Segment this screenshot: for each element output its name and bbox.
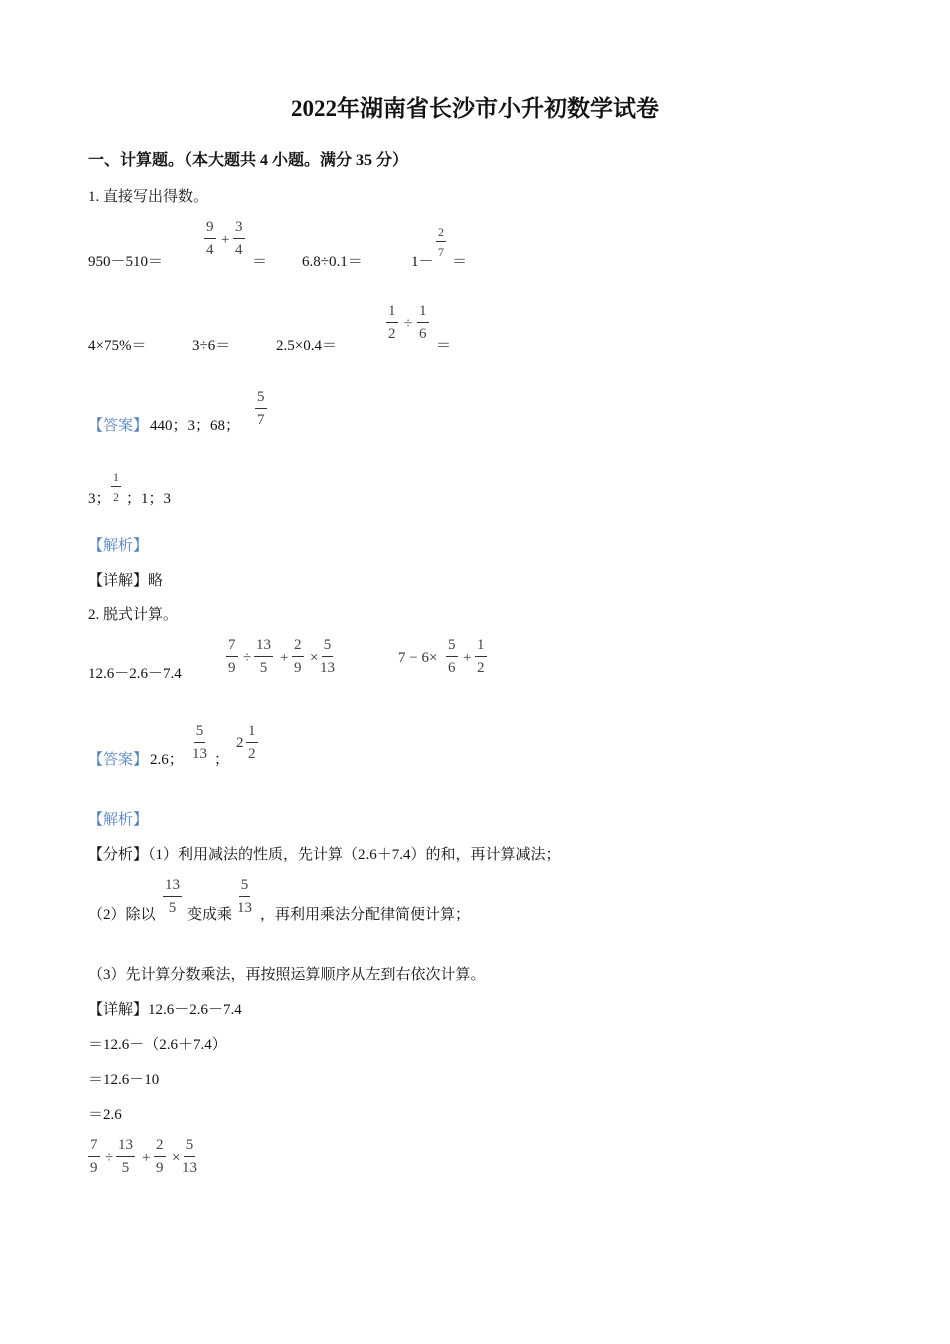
q1-expr-8-frac-a: $\frac{1}{2}$ xyxy=(388,303,396,342)
q2-last-frac-3: $\frac{2}{9}$ xyxy=(156,1137,164,1176)
q2-analysis-3: （3）先计算分数乘法，再按照运算顺序从左到右依次计算。 xyxy=(88,967,486,983)
q1-expr-8-frac-b: $\frac{1}{6}$ xyxy=(419,303,427,342)
q1-answer-line2-post: ；1；3 xyxy=(126,491,172,507)
q2-answer-text: 2.6； xyxy=(150,752,184,768)
q1-expr-5: 4×75%＝ xyxy=(88,338,147,354)
q1-expr-4-lead: 1－ xyxy=(411,254,434,270)
q2-answer-mixed-whole: 2 xyxy=(236,735,244,751)
q1-answer-line2-pre: 3； xyxy=(88,491,111,507)
q2-detail-line-2: ＝12.6－（2.6＋7.4） xyxy=(88,1037,227,1053)
q2-last-frac-4: $\frac{5}{13}$ xyxy=(182,1137,197,1176)
q1-analysis-tag: 【解析】 xyxy=(88,538,149,554)
q2-expr-2-op-3: × xyxy=(310,650,319,666)
q1-expr-2-frac-b: $\frac{3}{4}$ xyxy=(235,219,243,258)
q2-expr-2-frac-1: $\frac{7}{9}$ xyxy=(228,637,236,676)
q2-answer-tag: 【答案】 xyxy=(88,752,149,768)
q2-expr-3-frac-1: $\frac{5}{6}$ xyxy=(448,637,456,676)
q1-expr-4-frac: $\frac{2}{7}$ xyxy=(438,225,444,259)
q1-expr-8-eq: ＝ xyxy=(436,338,452,354)
q1-answer-line2-frac: $\frac{1}{2}$ xyxy=(113,470,119,504)
section-heading: 一、计算题。（本大题共 4 小题。满分 35 分） xyxy=(88,152,409,169)
q2-expr-2-op-2: + xyxy=(280,650,289,666)
q1-expr-4-eq: ＝ xyxy=(452,254,468,270)
q2-answer-frac: $\frac{5}{13}$ xyxy=(192,723,207,762)
q2-last-frac-1: $\frac{7}{9}$ xyxy=(90,1137,98,1176)
q1-expr-1: 950－510＝ xyxy=(88,254,164,270)
q1-expr-6: 3÷6＝ xyxy=(192,338,231,354)
q1-answer-tag: 【答案】 xyxy=(88,418,149,434)
q2-analysis-2-post: ，再利用乘法分配律简便计算； xyxy=(260,907,471,923)
q2-detail-line-3: ＝12.6－10 xyxy=(88,1072,160,1088)
q1-detail: 【详解】略 xyxy=(88,573,164,589)
q2-answer-mixed-frac: $\frac{1}{2}$ xyxy=(248,723,256,762)
q1-expr-8-op: ÷ xyxy=(404,316,413,332)
page-title: 2022年湖南省长沙市小升初数学试卷 xyxy=(291,96,659,121)
q2-analysis-2-frac-1: $\frac{13}{5}$ xyxy=(165,877,180,916)
q2-expr-1: 12.6－2.6－7.4 xyxy=(88,666,182,682)
q1-expr-2-op: + xyxy=(221,232,230,248)
q2-last-frac-2: $\frac{13}{5}$ xyxy=(118,1137,133,1176)
q2-expr-3-lead: 7 − 6× xyxy=(398,650,438,666)
q2-last-op-1: ÷ xyxy=(105,1150,114,1166)
q1-answer-line1: 440；3；68； xyxy=(150,418,241,434)
q2-analysis-tag: 【解析】 xyxy=(88,812,149,828)
q2-last-op-3: × xyxy=(172,1150,181,1166)
q2-expr-3-frac-2: $\frac{1}{2}$ xyxy=(477,637,485,676)
q2-detail-line-1: 【详解】12.6－2.6－7.4 xyxy=(88,1002,242,1018)
q1-expr-3: 6.8÷0.1＝ xyxy=(302,254,363,270)
q1-answer-frac: $\frac{5}{7}$ xyxy=(257,389,265,428)
q2-expr-2-frac-2: $\frac{13}{5}$ xyxy=(256,637,271,676)
q2-analysis-2-mid: 变成乘 xyxy=(187,907,233,923)
q2-analysis-2-pre: （2）除以 xyxy=(88,907,156,923)
q2-expr-2-frac-4: $\frac{5}{13}$ xyxy=(320,637,335,676)
q2-prompt: 2. 脱式计算。 xyxy=(88,607,179,623)
q2-answer-sep: ； xyxy=(214,752,230,768)
q2-expr-2-frac-3: $\frac{2}{9}$ xyxy=(294,637,302,676)
q1-expr-7: 2.5×0.4＝ xyxy=(276,338,337,354)
q1-expr-2-frac-a: $\frac{9}{4}$ xyxy=(206,219,214,258)
q1-prompt: 1. 直接写出得数。 xyxy=(88,189,209,205)
q2-detail-line-4: ＝2.6 xyxy=(88,1107,122,1123)
q2-last-op-2: + xyxy=(142,1150,151,1166)
q2-expr-3-op: + xyxy=(463,650,472,666)
q2-expr-2-op-1: ÷ xyxy=(243,650,252,666)
q1-expr-2-eq: ＝ xyxy=(252,254,268,270)
q2-analysis-1: 【分析】（1）利用减法的性质，先计算（2.6＋7.4）的和，再计算减法； xyxy=(88,847,561,863)
q2-analysis-2-frac-2: $\frac{5}{13}$ xyxy=(237,877,252,916)
